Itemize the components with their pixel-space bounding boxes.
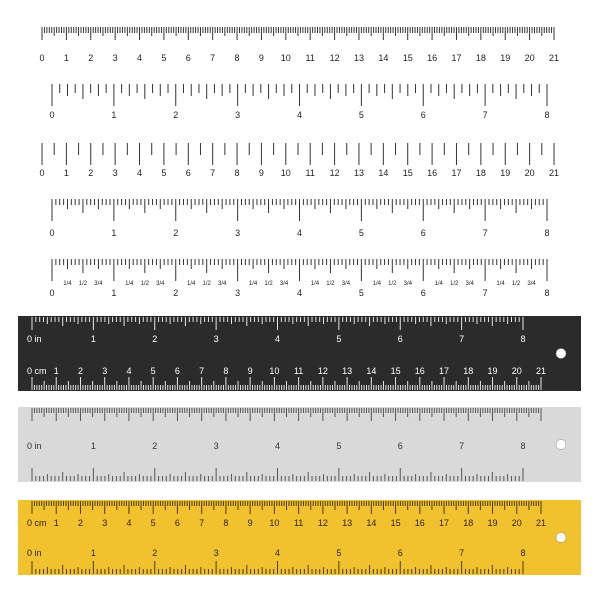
gray-ruler	[18, 407, 581, 482]
tick-label: 18	[475, 168, 486, 178]
fraction-label: 3/4	[465, 281, 474, 287]
tick-label: 8	[234, 168, 240, 178]
tick-label: 5	[358, 110, 364, 120]
tick-label: 8	[223, 518, 229, 528]
tick-label: 12	[329, 53, 340, 63]
fraction-label: 3/4	[341, 281, 351, 287]
ruler-body	[18, 316, 581, 391]
fraction-label: 3/4	[279, 281, 289, 287]
fraction-label: 1/4	[310, 281, 320, 287]
tick-label: 21	[548, 53, 560, 63]
tick-label: 7	[482, 110, 488, 120]
tick-label: 17	[439, 366, 450, 376]
tick-label: 1	[111, 228, 117, 238]
tick-label: 1	[90, 441, 96, 451]
tick-label: 7	[459, 334, 465, 344]
tick-label: 4	[126, 518, 132, 528]
tick-label: 2	[173, 228, 179, 238]
tick-label: 1	[111, 288, 117, 298]
tick-label: 14	[378, 168, 389, 178]
tick-label: 7	[210, 53, 216, 63]
tick-label: 4	[137, 53, 143, 63]
tick-label: 20	[524, 168, 535, 178]
tick-label: 2	[173, 288, 179, 298]
tick-label: 13	[342, 366, 353, 376]
tick-label: 12	[317, 518, 328, 528]
tick-label: 7	[482, 288, 488, 298]
fraction-label: 3/4	[217, 281, 227, 287]
tick-label: 3	[213, 334, 219, 344]
tick-label: 19	[500, 53, 511, 63]
tick-label: 0	[49, 288, 55, 298]
tick-label: 9	[258, 168, 264, 178]
tick-label: 3	[235, 228, 241, 238]
tick-label: 4	[137, 168, 143, 178]
tick-label: 7	[459, 441, 465, 451]
fraction-label: 3/4	[94, 281, 103, 287]
tick-label: 2	[173, 110, 179, 120]
ruler-scale-cm-halves	[39, 143, 559, 178]
tick-label: 2	[88, 168, 94, 178]
hang-hole	[556, 440, 566, 450]
tick-label: 1	[63, 168, 69, 178]
fraction-label: 1/4	[125, 281, 134, 287]
tick-label: 4	[296, 288, 303, 298]
tick-label: 18	[463, 518, 474, 528]
tick-label: 20	[524, 53, 535, 63]
tick-label: 17	[451, 53, 462, 63]
tick-label: 11	[293, 518, 304, 528]
tick-label: 8	[544, 110, 550, 120]
tick-label: 8	[520, 548, 526, 558]
tick-label: 5	[336, 441, 342, 451]
tick-label: 20	[511, 366, 522, 376]
tick-label: 5	[161, 53, 167, 63]
tick-label: 15	[402, 168, 413, 178]
fraction-label: 1/2	[78, 281, 88, 287]
tick-label: 17	[439, 518, 450, 528]
tick-label: 2	[152, 548, 158, 558]
tick-label: 5	[161, 168, 167, 178]
zero-label: 0 in	[27, 548, 42, 558]
tick-label: 10	[280, 168, 291, 178]
tick-label: 12	[317, 366, 328, 376]
tick-label: 3	[112, 168, 118, 178]
tick-label: 19	[487, 518, 498, 528]
fraction-label: 1/2	[326, 281, 335, 287]
tick-label: 21	[535, 518, 547, 528]
tick-label: 7	[459, 548, 465, 558]
fraction-label: 1/4	[187, 281, 196, 287]
tick-label: 6	[420, 228, 426, 238]
tick-label: 3	[235, 288, 241, 298]
tick-label: 13	[342, 518, 353, 528]
tick-label: 5	[336, 548, 342, 558]
tick-label: 1	[111, 110, 117, 120]
tick-label: 11	[305, 168, 315, 178]
tick-label: 15	[390, 366, 401, 376]
tick-label: 4	[274, 548, 281, 558]
tick-label: 2	[152, 334, 158, 344]
tick-label: 0	[39, 53, 45, 63]
ruler-scale-inch-fractions	[49, 259, 549, 298]
fraction-label: 1/4	[496, 281, 505, 287]
fraction-label: 1/4	[63, 281, 72, 287]
tick-label: 6	[174, 518, 180, 528]
tick-label: 16	[427, 168, 438, 178]
tick-label: 21	[535, 366, 547, 376]
tick-label: 10	[280, 53, 291, 63]
tick-label: 0	[49, 110, 55, 120]
tick-label: 16	[427, 53, 438, 63]
tick-label: 0	[39, 168, 45, 178]
tick-label: 19	[487, 366, 498, 376]
tick-label: 1	[90, 334, 96, 344]
fraction-label: 1/4	[434, 281, 443, 287]
tick-label: 6	[420, 110, 426, 120]
fraction-label: 1/2	[511, 281, 521, 287]
fraction-label: 1/2	[450, 281, 459, 287]
tick-label: 6	[174, 366, 180, 376]
tick-label: 3	[235, 110, 241, 120]
tick-label: 5	[150, 366, 156, 376]
tick-label: 7	[210, 168, 216, 178]
tick-label: 6	[397, 334, 403, 344]
fraction-label: 1/2	[202, 281, 211, 287]
tick-label: 14	[366, 366, 377, 376]
tick-label: 2	[77, 518, 83, 528]
tick-label: 8	[223, 366, 229, 376]
tick-label: 1	[53, 366, 59, 376]
tick-label: 7	[482, 228, 488, 238]
tick-label: 19	[500, 168, 511, 178]
tick-label: 3	[102, 518, 108, 528]
fraction-label: 1/2	[388, 281, 397, 287]
fraction-label: 3/4	[527, 281, 536, 287]
tick-label: 3	[112, 53, 118, 63]
tick-label: 11	[293, 366, 304, 376]
tick-label: 1	[90, 548, 96, 558]
hang-hole	[556, 349, 566, 359]
tick-label: 12	[329, 168, 340, 178]
tick-label: 3	[102, 366, 108, 376]
tick-label: 6	[397, 441, 403, 451]
tick-label: 7	[199, 366, 205, 376]
tick-label: 10	[269, 518, 280, 528]
yellow-ruler	[18, 500, 581, 575]
tick-label: 7	[199, 518, 205, 528]
fraction-label: 1/2	[140, 281, 149, 287]
ruler-scale-cm-fine	[39, 27, 559, 63]
tick-label: 15	[390, 518, 401, 528]
tick-label: 2	[152, 441, 158, 451]
tick-label: 17	[451, 168, 462, 178]
zero-label: 0 in	[27, 334, 42, 344]
tick-label: 13	[353, 53, 364, 63]
tick-label: 1	[63, 53, 69, 63]
tick-label: 14	[378, 53, 389, 63]
tick-label: 2	[88, 53, 94, 63]
tick-label: 11	[305, 53, 315, 63]
tick-label: 21	[548, 168, 560, 178]
tick-label: 0	[49, 228, 55, 238]
black-ruler	[18, 316, 581, 391]
tick-label: 3	[213, 441, 219, 451]
tick-label: 5	[358, 288, 364, 298]
tick-label: 20	[511, 518, 522, 528]
tick-label: 1	[53, 518, 59, 528]
fraction-label: 1/4	[372, 281, 382, 287]
tick-label: 9	[247, 366, 253, 376]
tick-label: 8	[544, 228, 550, 238]
tick-label: 6	[185, 53, 191, 63]
tick-label: 8	[520, 334, 526, 344]
tick-label: 9	[258, 53, 264, 63]
tick-label: 4	[126, 366, 132, 376]
tick-label: 4	[296, 228, 303, 238]
tick-label: 15	[402, 53, 413, 63]
tick-label: 4	[296, 110, 303, 120]
tick-label: 6	[185, 168, 191, 178]
tick-label: 18	[463, 366, 474, 376]
tick-label: 8	[544, 288, 550, 298]
tick-label: 14	[366, 518, 377, 528]
ruler-scale-inch-eighths	[49, 84, 549, 120]
fraction-label: 3/4	[403, 281, 412, 287]
tick-label: 9	[247, 518, 253, 528]
ruler-scale-inch-sixteenths	[49, 199, 549, 238]
tick-label: 3	[213, 548, 219, 558]
fraction-label: 1/2	[264, 281, 273, 287]
tick-label: 8	[234, 53, 240, 63]
tick-label: 6	[420, 288, 426, 298]
tick-label: 4	[274, 334, 281, 344]
ruler-body	[18, 500, 581, 575]
tick-label: 5	[358, 228, 364, 238]
tick-label: 16	[414, 518, 425, 528]
zero-label: 0 cm	[27, 518, 47, 528]
zero-label: 0 in	[27, 441, 42, 451]
tick-label: 13	[353, 168, 364, 178]
tick-label: 18	[475, 53, 486, 63]
zero-label: 0 cm	[27, 366, 47, 376]
fraction-label: 3/4	[156, 281, 165, 287]
tick-label: 16	[414, 366, 425, 376]
tick-label: 5	[336, 334, 342, 344]
tick-label: 10	[269, 366, 280, 376]
tick-label: 6	[397, 548, 403, 558]
tick-label: 8	[520, 441, 526, 451]
tick-label: 2	[77, 366, 83, 376]
tick-label: 5	[150, 518, 156, 528]
hang-hole	[556, 533, 566, 543]
tick-label: 4	[274, 441, 281, 451]
fraction-label: 1/4	[248, 281, 258, 287]
ruler-body	[18, 407, 581, 482]
